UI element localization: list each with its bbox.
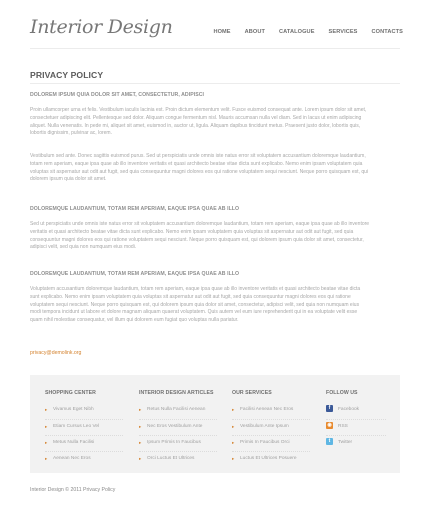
title-divider: [30, 83, 400, 84]
arrow-icon: ▸: [232, 424, 235, 429]
copyright-text: Interior Design © 2011 Privacy Policy: [30, 487, 116, 493]
footer-column-title: OUR SERVICES: [232, 390, 272, 396]
facebook-icon: f: [326, 405, 333, 412]
section-lead: DOLOREM IPSUM QUIA DOLOR SIT AMET, CONSECTETUR, ADIPISCI: [30, 92, 204, 98]
privacy-email-link[interactable]: privacy@demolink.org: [30, 350, 82, 356]
nav-about[interactable]: ABOUT: [244, 29, 266, 35]
footer-links-panel: [30, 375, 400, 473]
rss-link[interactable]: ◉ RSS: [326, 419, 386, 435]
footer-link[interactable]: ▸ Luctus Et Ultrices Posuere: [232, 451, 310, 467]
arrow-icon: ▸: [232, 440, 235, 445]
arrow-icon: ▸: [45, 440, 48, 445]
footer-column-articles: [139, 390, 217, 467]
footer-link[interactable]: ▸ Ipsum Primis In Faucibus: [139, 435, 217, 451]
footer-link[interactable]: ▸ Metus Nulla Facilisi: [45, 435, 123, 451]
footer-link[interactable]: ▸ Orci Luctus Et Ultrices: [139, 451, 217, 467]
footer-link[interactable]: ▸ Vivamus Eget Nibh: [45, 403, 123, 419]
footer-link[interactable]: ▸ Primis In Faucibus Orci: [232, 435, 310, 451]
footer-link[interactable]: ▸ Retus Nulla Facilisi Aenean: [139, 403, 217, 419]
footer-link[interactable]: ▸ Vestibulum Ante Ipsum: [232, 419, 310, 435]
page-title: PRIVACY POLICY: [30, 70, 104, 80]
arrow-icon: ▸: [45, 456, 48, 461]
footer-column-title: INTERIOR DESIGN ARTICLES: [139, 390, 214, 396]
footer-column-follow: [326, 390, 386, 451]
nav-contacts[interactable]: CONTACTS: [371, 29, 403, 35]
body-paragraph: Voluptatem accusantium doloremque laudantium, totam rem aperiam, eaque ipsa quae ab illo inventore veritatis et quasi architecto beatae vitae dicta sunt explicabo. Nemo enim ipsam voluptatem quia voluptas sit aspernatur aut odit aut fugit, sed quia consequuntur magni dolores eos qui ratione voluptatem sequi nesciunt. Neque porro quisquam est, qui dolorem ipsum quia dolor sit amet, consectetur, adipisci velit, sed quia non numquam eius modi tempora incidunt ut labore et dolore magnam aliquam quaerat voluptatem. Quis autem vel eum iure reprehenderit qui in ea voluptate velit esse quam nihil molestiae consequatur, vel illum qui dolorem eum fugiat quo voluptas nulla pariatur.: [30, 286, 361, 324]
nav-services[interactable]: SERVICES: [328, 29, 358, 35]
footer-column-title: SHOPPING CENTER: [45, 390, 96, 396]
arrow-icon: ▸: [45, 407, 48, 412]
twitter-icon: t: [326, 438, 333, 445]
footer-link[interactable]: ▸ Nec Eros Vestibulum Ante: [139, 419, 217, 435]
body-paragraph: Vestibulum sed ante. Donec sagittis euismod purus. Sed ut perspiciatis unde omnis iste natus error sit voluptatem accusantium doloremque laudantium, totam rem aperiam, eaque ipsa quae ab illo inventore veritatis et quasi architecto beatae vitae dicta sunt explicabo. Nemo enim ipsam voluptatem quia voluptas sit aspernatur aut odit aut fugit, sed quia consequuntur magni dolores eos qui ratione voluptatem sequi nesciunt. Neque porro quisquam est, qui dolorem ipsum quia dolor sit amet.: [30, 153, 368, 183]
rss-icon: ◉: [327, 422, 332, 428]
footer-link[interactable]: ▸ Etiam Cursus Leo Vel: [45, 419, 123, 435]
arrow-icon: ▸: [232, 456, 235, 461]
facebook-link[interactable]: f Facebook: [326, 403, 386, 419]
arrow-icon: ▸: [232, 407, 235, 412]
arrow-icon: ▸: [139, 440, 142, 445]
arrow-icon: ▸: [139, 407, 142, 412]
main-nav: [213, 29, 403, 35]
section-lead: DOLOREMQUE LAUDANTIUM, TOTAM REM APERIAM, EAQUE IPSA QUAE AB ILLO: [30, 271, 240, 277]
arrow-icon: ▸: [139, 456, 142, 461]
header-divider: [30, 48, 400, 49]
footer-column-title: FOLLOW US: [326, 390, 358, 396]
nav-home[interactable]: HOME: [213, 29, 231, 35]
site-header: [0, 0, 430, 46]
section-lead: DOLOREMQUE LAUDANTIUM, TOTAM REM APERIAM, EAQUE IPSA QUAE AB ILLO: [30, 206, 240, 212]
footer-link[interactable]: ▸ Facilisi Aenean Nec Eros: [232, 403, 310, 419]
body-paragraph: Sed ut perspiciatis unde omnis iste natus error sit voluptatem accusantium doloremque laudantium, totam rem aperiam, eaque ipsa quae ab illo inventore veritatis et quasi architecto beatae vitae dicta sunt explicabo. Nemo enim ipsam voluptatem quia voluptas sit aspernatur aut odit aut fugit, sed quia consequuntur magni dolores eos qui ratione voluptatem sequi nesciunt. Neque porro quisquam est, qui dolorem ipsum quia dolor sit amet, consectetur, adipisci velit, sed quia non numquam eius modi.: [30, 221, 370, 251]
footer-link[interactable]: ▸ Aenean Nec Eros: [45, 451, 123, 467]
footer-column-services: [232, 390, 310, 467]
footer-column-shopping: [45, 390, 123, 467]
nav-catalogue[interactable]: CATALOGUE: [279, 29, 315, 35]
body-paragraph: Proin ullamcorper urna et felis. Vestibulum iaculis lacinia est. Proin dictum elementum velit. Fusce euismod consequat ante. Lorem ipsum dolor sit amet, consectetuer adipiscing elit. Pellentesque sed dolor. Aliquam congue fermentum nisl. Mauris accumsan nulla vel diam. Sed in lacus ut enim adipiscing aliquet. Nulla venenatis. In pede mi, aliquet sit amet, euismod in, auctor ut, ligula. Aliquam dapibus tincidunt metus. Praesent justo dolor, lobortis quis, lobortis dignissim, pulvinar ac, lorem.: [30, 107, 367, 137]
twitter-link[interactable]: t Twitter: [326, 435, 386, 451]
arrow-icon: ▸: [45, 424, 48, 429]
site-logo[interactable]: Interior Design: [30, 16, 173, 38]
arrow-icon: ▸: [139, 424, 142, 429]
